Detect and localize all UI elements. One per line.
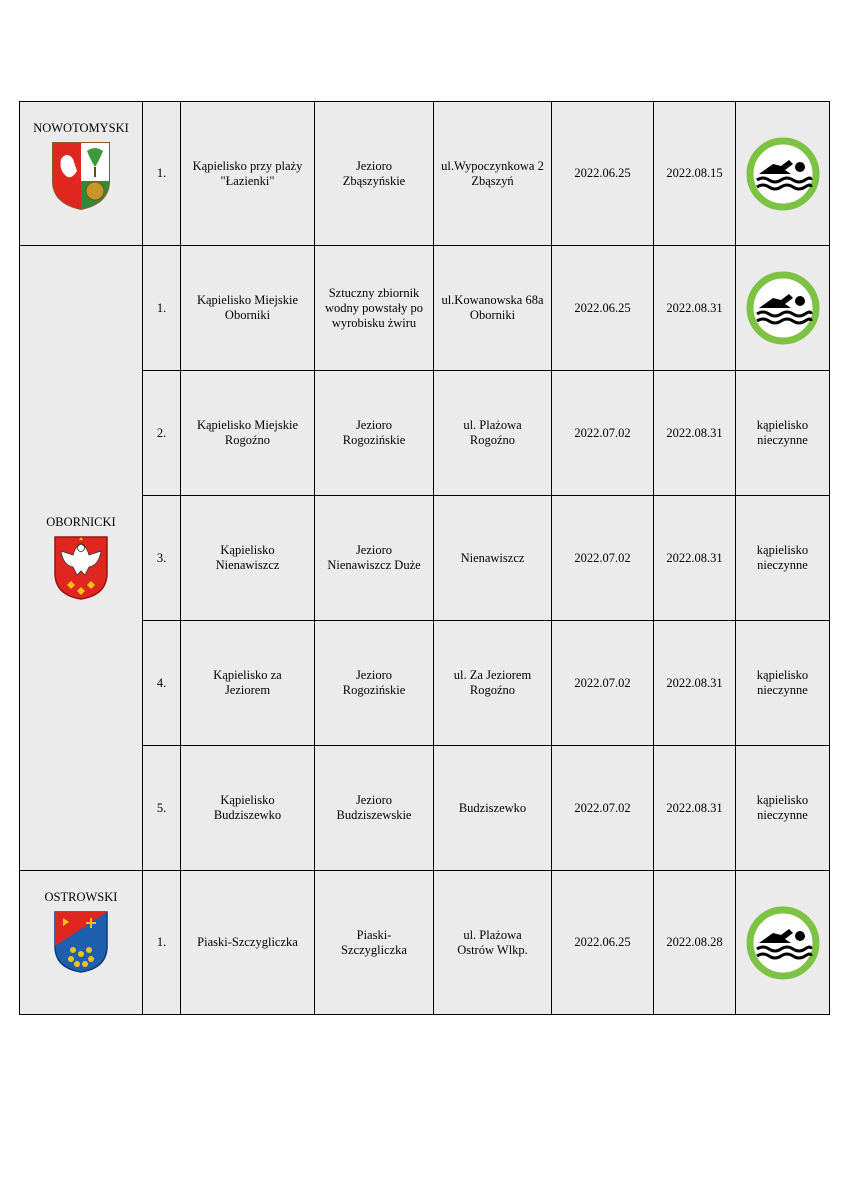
water-body: Jezioro Budziszewskie (315, 746, 434, 871)
address: ul. Plażowa Rogoźno (434, 371, 552, 496)
county-name: OBORNICKI (46, 515, 116, 529)
water-body: Piaski- Szczygliczka (315, 871, 434, 1015)
table-row (20, 871, 830, 1015)
swim-open-icon (745, 136, 821, 212)
water-body: Jezioro Rogozińskie (315, 371, 434, 496)
ostrowski-crest-icon (53, 910, 109, 974)
county-cell (20, 102, 143, 246)
site-name: Kąpielisko przy plaży "Łazienki" (181, 102, 315, 246)
site-name: Kąpielisko Budziszewko (181, 746, 315, 871)
season-start: 2022.06.25 (552, 246, 654, 371)
address: ul.Kowanowska 68a Oborniki (434, 246, 552, 371)
season-end: 2022.08.31 (654, 746, 736, 871)
row-number: 2. (143, 371, 181, 496)
site-name: Piaski-Szczygliczka (181, 871, 315, 1015)
status-closed-text: kąpielisko nieczynne (736, 746, 830, 871)
season-start: 2022.07.02 (552, 371, 654, 496)
address: Budziszewko (434, 746, 552, 871)
row-number: 4. (143, 621, 181, 746)
status-closed-text: kąpielisko nieczynne (736, 496, 830, 621)
status-cell (736, 871, 830, 1015)
season-end: 2022.08.31 (654, 621, 736, 746)
water-body: Jezioro Rogozińskie (315, 621, 434, 746)
season-end: 2022.08.31 (654, 371, 736, 496)
site-name: Kąpielisko Miejskie Oborniki (181, 246, 315, 371)
status-closed-text: kąpielisko nieczynne (736, 371, 830, 496)
site-name: Kąpielisko Nienawiszcz (181, 496, 315, 621)
address: ul. Plażowa Ostrów Wlkp. (434, 871, 552, 1015)
swim-open-icon (745, 270, 821, 346)
season-end: 2022.08.15 (654, 102, 736, 246)
water-body: Jezioro Nienawiszcz Duże (315, 496, 434, 621)
obornicki-crest-icon (53, 535, 109, 601)
bathing-sites-table (19, 101, 830, 1015)
county-name: NOWOTOMYSKI (33, 121, 129, 135)
swim-open-icon (745, 905, 821, 981)
water-body: Jezioro Zbąszyńskie (315, 102, 434, 246)
row-number: 3. (143, 496, 181, 621)
season-start: 2022.06.25 (552, 102, 654, 246)
address: ul. Za Jeziorem Rogoźno (434, 621, 552, 746)
season-start: 2022.07.02 (552, 496, 654, 621)
table-row (20, 102, 830, 246)
status-cell (736, 102, 830, 246)
status-cell (736, 246, 830, 371)
address: Nienawiszcz (434, 496, 552, 621)
season-end: 2022.08.28 (654, 871, 736, 1015)
water-body: Sztuczny zbiornik wodny powstały po wyrobisku żwiru (315, 246, 434, 371)
status-closed-text: kąpielisko nieczynne (736, 621, 830, 746)
nowotomyski-crest-icon (51, 141, 111, 211)
season-start: 2022.07.02 (552, 746, 654, 871)
row-number: 1. (143, 246, 181, 371)
address: ul.Wypoczynkowa 2 Zbąszyń (434, 102, 552, 246)
site-name: Kąpielisko za Jeziorem (181, 621, 315, 746)
county-cell (20, 871, 143, 1015)
season-start: 2022.06.25 (552, 871, 654, 1015)
county-cell (20, 246, 143, 871)
row-number: 5. (143, 746, 181, 871)
site-name: Kąpielisko Miejskie Rogoźno (181, 371, 315, 496)
county-name: OSTROWSKI (44, 890, 118, 904)
season-end: 2022.08.31 (654, 496, 736, 621)
row-number: 1. (143, 102, 181, 246)
table-row (20, 246, 830, 371)
season-start: 2022.07.02 (552, 621, 654, 746)
row-number: 1. (143, 871, 181, 1015)
season-end: 2022.08.31 (654, 246, 736, 371)
